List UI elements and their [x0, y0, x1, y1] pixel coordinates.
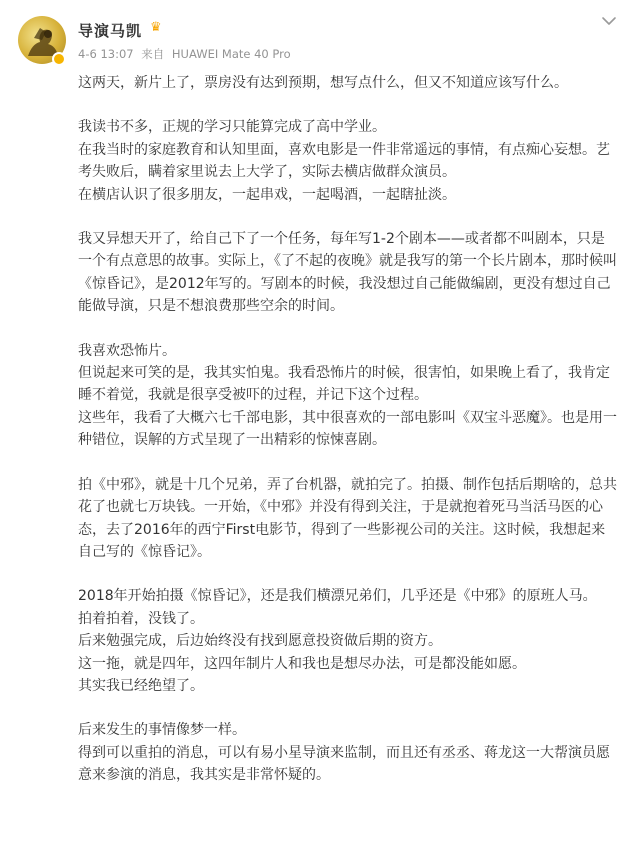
paragraph: 这一拖，就是四年，这四年制片人和我也是想尽办法，可是都没能如愿。 — [78, 655, 526, 672]
paragraph-block — [78, 474, 618, 564]
paragraph: 但说起来可笑的是，我其实怕鬼。我看恐怖片的时候，很害怕，如果晚上看了，我肯定睡不着觉，我就是很享受被吓的过程，并记下这个过程。 — [78, 365, 610, 404]
paragraph: 拍着拍着，没钱了。 — [78, 610, 204, 627]
post-header — [0, 0, 635, 80]
paragraph: 在横店认识了很多朋友，一起串戏，一起喝酒，一起瞎扯淡。 — [78, 186, 456, 203]
paragraph: 后来勉强完成，后边始终没有找到愿意投资做后期的资方。 — [78, 633, 442, 650]
paragraph: 后来发生的事情像梦一样。 — [78, 722, 246, 739]
paragraph: 拍《中邪》，就是十几个兄弟，弄了台机器，就拍完了。拍摄、制作包括后期啥的，总共花了也就七万块钱。一开始，《中邪》并没有得到关注，于是就抱着死马当活马医的心态，去了2016年的西宁First电影节，得到了一些影视公司的关注。这时候，我想起来自己写的《惊昏记》。 — [78, 476, 617, 560]
source-prefix: 来自 — [141, 47, 165, 61]
paragraph: 在我当时的家庭教育和认知里面，喜欢电影是一件非常遥远的事情，有点痴心妄想。艺考失败后，瞒着家里说去上大学了，实际去横店做群众演员。 — [78, 141, 610, 181]
paragraph-block — [78, 340, 618, 452]
paragraph-block — [78, 719, 618, 786]
paragraph: 其实我已经绝望了。 — [78, 677, 204, 694]
author-name[interactable]: 导演马凯 — [78, 22, 143, 40]
post-body — [78, 72, 618, 787]
post-meta — [78, 46, 295, 62]
paragraph-block — [78, 72, 618, 94]
paragraph: 得到可以重拍的消息，可以有易小星导演来监制，而且还有丞丞、蒋龙这一大帮演员愿意来参演的消息，我其实是非常怀疑的。 — [78, 744, 610, 784]
paragraph: 我又异想天开了，给自己下了一个任务，每年写1-2个剧本——或者都不叫剧本，只是一个有点意思的故事。实际上，《了不起的夜晚》就是我写的第一个长片剧本，那时候叫《惊昏记》，是2012年写的。写剧本的时候，我没想过自己能做编剧，更没有想过自己能做导演，只是不想浪费那些空余的时间。 — [78, 231, 617, 315]
paragraph-block — [78, 228, 618, 318]
paragraph: 我读书不多，正规的学习只能算完成了高中学业。 — [78, 119, 386, 136]
paragraph: 这两天，新片上了，票房没有达到预期，想写点什么，但又不知道应该写什么。 — [78, 75, 568, 91]
verified-badge-icon — [52, 52, 66, 66]
paragraph: 2018年开始拍摄《惊昏记》，还是我们横漂兄弟们，几乎还是《中邪》的原班人马。 — [78, 588, 597, 605]
paragraph: 我喜欢恐怖片。 — [78, 342, 176, 359]
more-options-button[interactable] — [598, 10, 620, 32]
paragraph-block — [78, 116, 618, 206]
crown-icon: ♛ — [150, 20, 162, 35]
paragraph: 这些年，我看了大概六七千部电影，其中很喜欢的一部电影叫《双宝斗恶魔》。也是用一种错位，误解的方式呈现了一出精彩的惊悚喜剧。 — [78, 409, 617, 449]
chevron-down-icon — [598, 10, 620, 32]
paragraph-block — [78, 585, 618, 697]
post-date: 4-6 13:07 — [78, 47, 134, 61]
device-name[interactable]: HUAWEI Mate 40 Pro — [171, 47, 291, 61]
